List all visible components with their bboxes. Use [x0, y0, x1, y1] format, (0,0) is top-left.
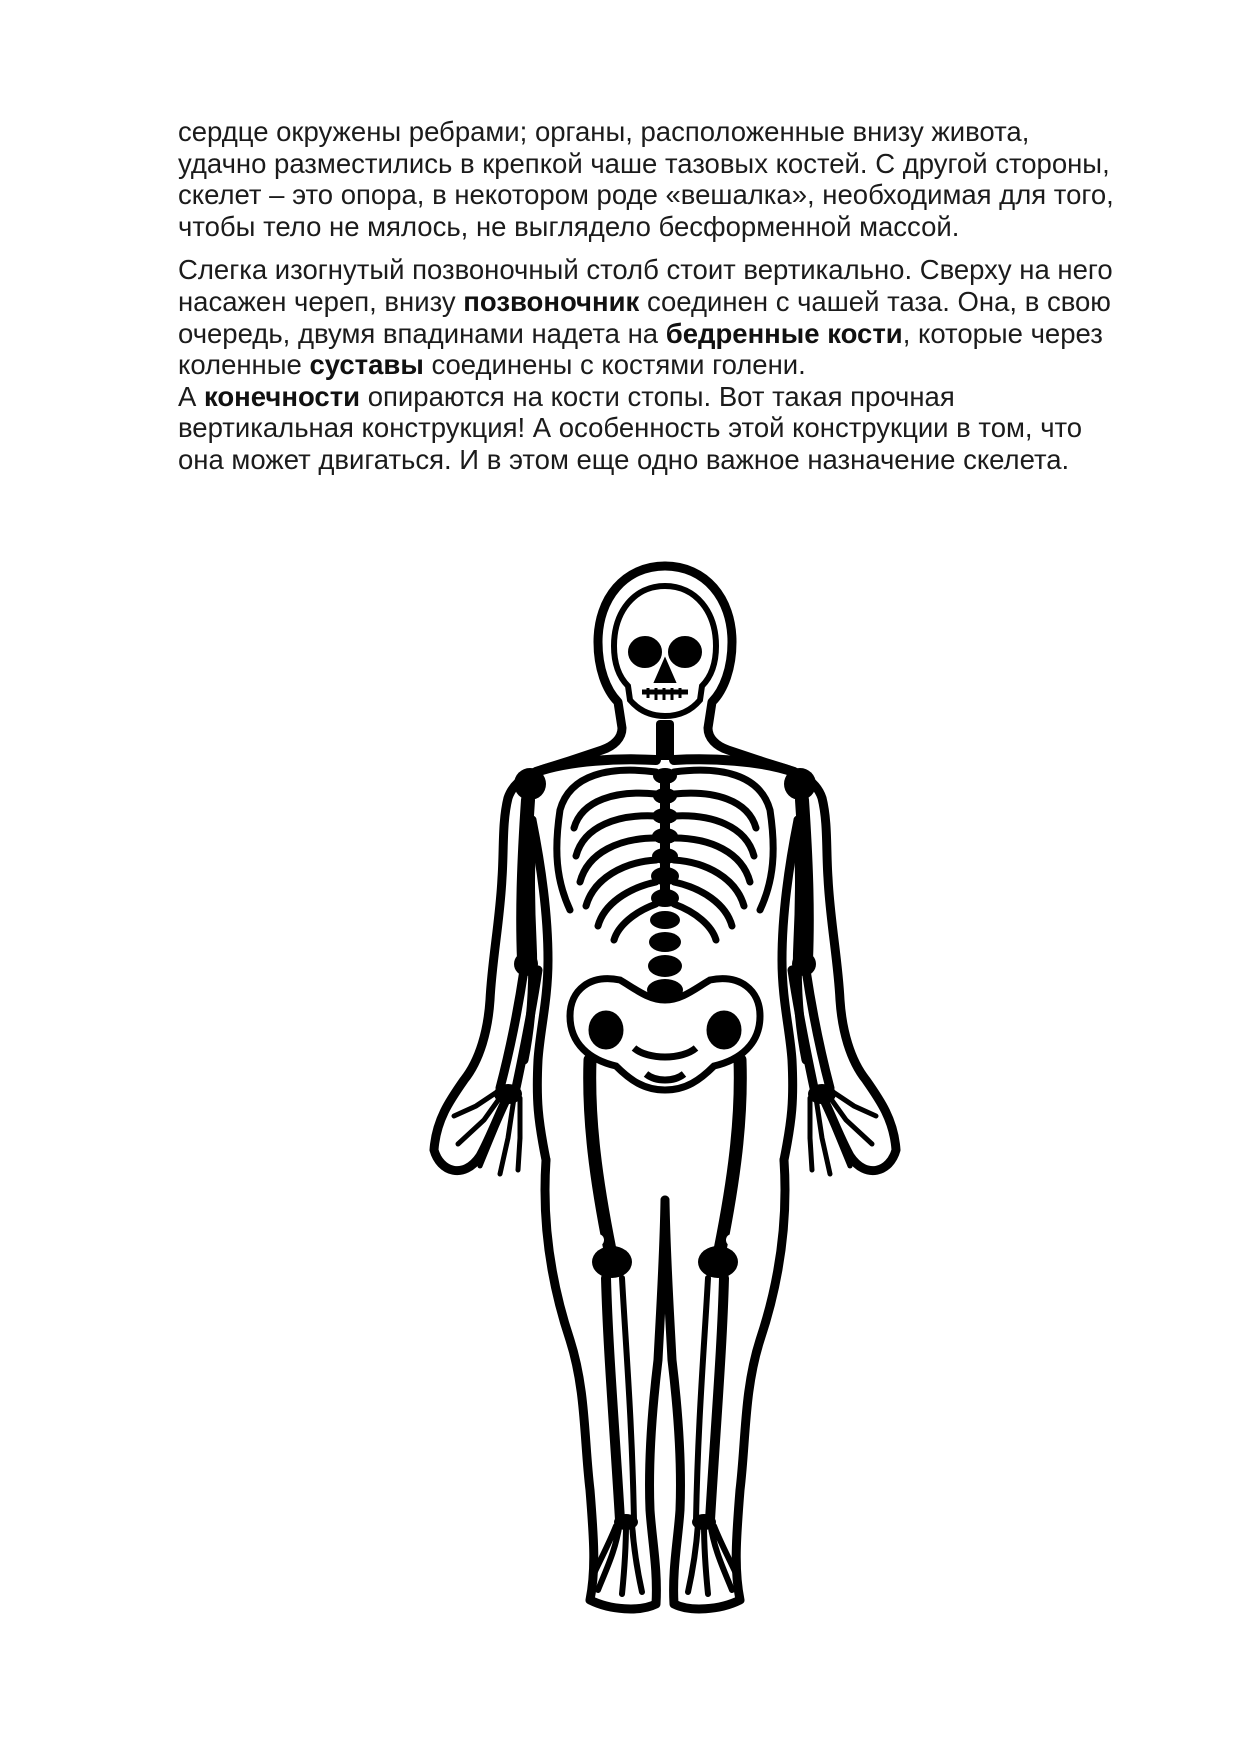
- term-spine: позвоночник: [463, 285, 640, 317]
- text-fragment: соединены с костями голени.: [423, 349, 806, 381]
- text-line: скелет – это опора, в некотором роде «вешалка», необходимая для того,: [178, 179, 1114, 211]
- hands: [454, 1090, 876, 1174]
- skull: [614, 586, 716, 716]
- text-fragment: очередь, двумя впадинами надета на: [178, 317, 666, 349]
- human-skeleton-icon: [420, 560, 910, 1620]
- text-fragment: , которые через: [902, 317, 1103, 349]
- feet: [592, 1522, 738, 1594]
- text-line: она может двигаться. И в этом еще одно важное назначение скелета.: [178, 443, 1070, 475]
- text-line: [178, 381, 1118, 413]
- text-fragment: А: [178, 380, 204, 412]
- text-line: удачно разместились в крепкой чаше тазовых костей. С другой стороны,: [178, 147, 1110, 179]
- text-fragment: опираются на кости стопы. Вот такая прочная: [360, 380, 955, 412]
- text-line: [178, 318, 1118, 350]
- text-fragment: коленные: [178, 349, 310, 381]
- text-line: вертикальная конструкция! А особенность этой конструкции в том, что: [178, 412, 1083, 444]
- paragraph-skeleton-structure: [178, 254, 1118, 475]
- text-line: Слегка изогнутый позвоночный столб стоит вертикально. Сверху на него: [178, 254, 1113, 286]
- text-line: [178, 349, 1118, 381]
- text-line: [178, 286, 1118, 318]
- text-line: сердце окружены ребрами; органы, расположенные внизу живота,: [178, 116, 1030, 147]
- text-fragment: соединен с чашей таза. Она, в свою: [639, 285, 1111, 317]
- paragraph-skeleton-protection: [178, 116, 1118, 242]
- text-line: чтобы тело не мялось, не выглядело бесформенной массой.: [178, 210, 960, 242]
- body-text: [178, 116, 1118, 476]
- term-limbs: конечности: [203, 380, 361, 412]
- skeleton-figure: [420, 560, 910, 1620]
- term-femur: бедренные кости: [665, 317, 903, 349]
- term-joints: суставы: [309, 349, 424, 381]
- text-fragment: насажен череп, внизу: [178, 285, 464, 317]
